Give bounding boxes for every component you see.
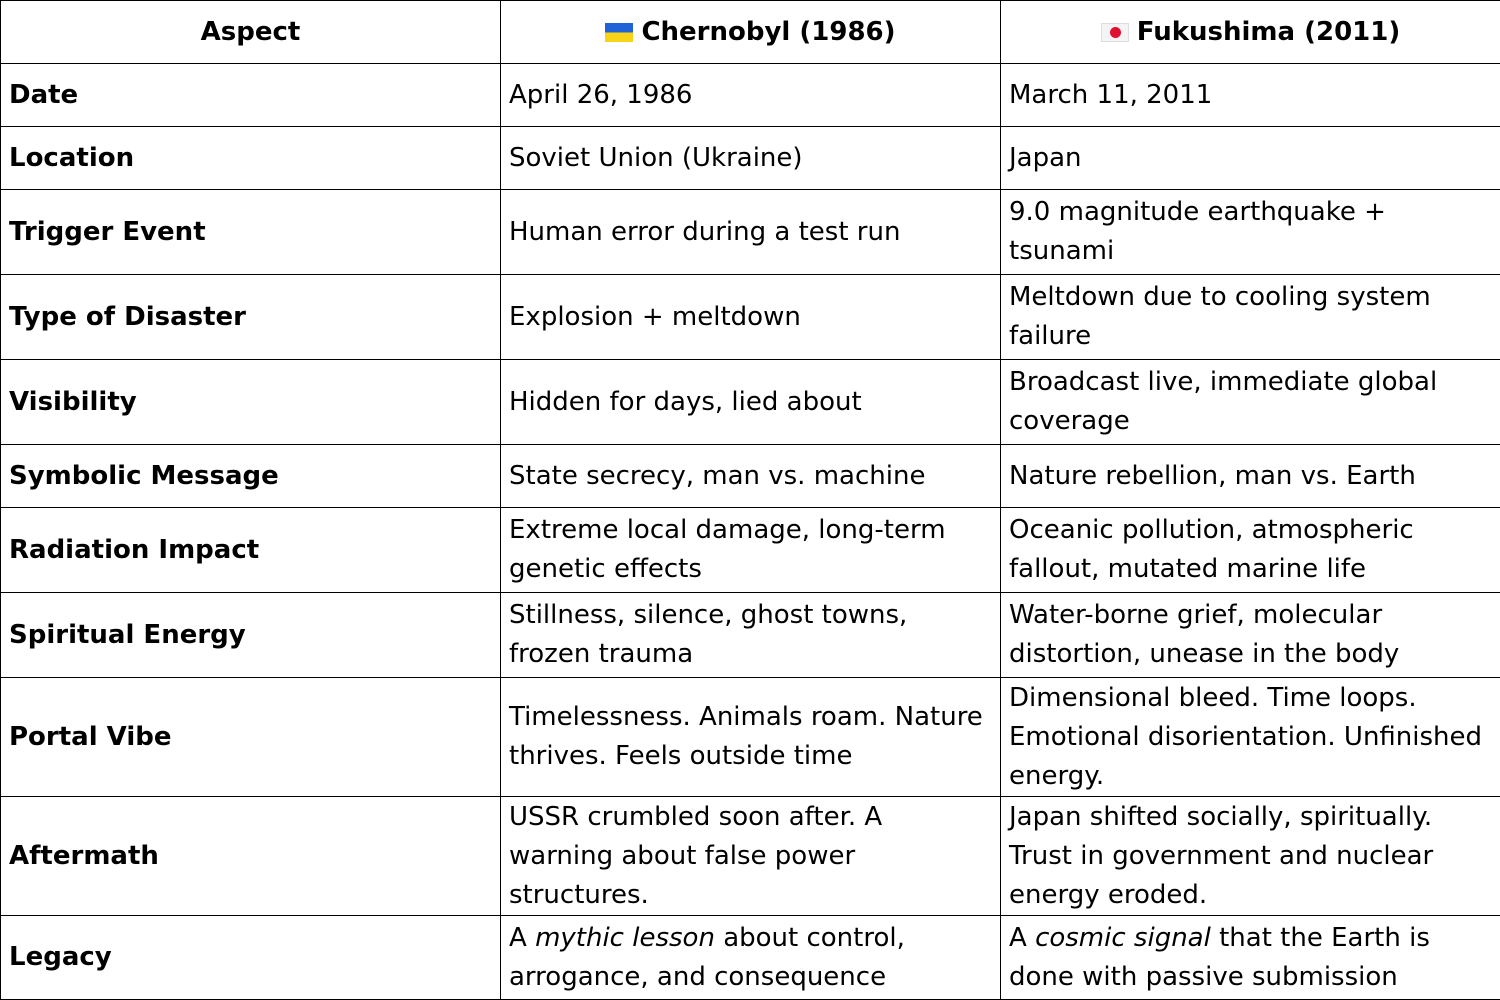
aspect-cell: Location: [1, 127, 501, 190]
aspect-cell: Spiritual Energy: [1, 593, 501, 678]
table-row: [1, 127, 1500, 190]
chernobyl-cell: Soviet Union (Ukraine): [501, 127, 1001, 190]
table-row: [1, 797, 1500, 916]
header-chernobyl-label: Chernobyl (1986): [641, 16, 896, 47]
table-row: [1, 508, 1500, 593]
chernobyl-cell: Extreme local damage, long-term genetic effects: [501, 508, 1001, 593]
chernobyl-cell: Explosion + meltdown: [501, 275, 1001, 360]
aspect-cell: Visibility: [1, 360, 501, 445]
table-row: [1, 445, 1500, 508]
aspect-cell: Legacy: [1, 916, 501, 1000]
table-row: [1, 916, 1500, 1000]
chernobyl-cell: Timelessness. Animals roam. Nature thrives. Feels outside time: [501, 678, 1001, 797]
aspect-cell: Date: [1, 64, 501, 127]
table-row: [1, 190, 1500, 275]
header-fukushima-label: Fukushima (2011): [1136, 16, 1401, 47]
chernobyl-cell: State secrecy, man vs. machine: [501, 445, 1001, 508]
chernobyl-cell: Human error during a test run: [501, 190, 1001, 275]
legacy-fukushima-emphasis: cosmic signal: [1035, 922, 1211, 953]
fukushima-cell: Water-borne grief, molecular distortion, unease in the body: [1001, 593, 1500, 678]
fukushima-cell: [1001, 916, 1500, 1000]
chernobyl-cell: Hidden for days, lied about: [501, 360, 1001, 445]
ukraine-flag-icon: [605, 23, 633, 42]
header-row: [1, 1, 1500, 64]
legacy-chernobyl-emphasis: mythic lesson: [535, 922, 715, 953]
table-row: [1, 678, 1500, 797]
table-row: [1, 64, 1500, 127]
aspect-cell: Radiation Impact: [1, 508, 501, 593]
table-row: [1, 593, 1500, 678]
table-row: [1, 360, 1500, 445]
legacy-chernobyl-pre: A: [509, 922, 536, 953]
legacy-fukushima-post: that the Earth is done with passive submission: [1009, 922, 1430, 992]
aspect-cell: Symbolic Message: [1, 445, 501, 508]
aspect-cell: Type of Disaster: [1, 275, 501, 360]
aspect-cell: Portal Vibe: [1, 678, 501, 797]
fukushima-cell: Japan shifted socially, spiritually. Trust in government and nuclear energy eroded.: [1001, 797, 1500, 916]
table-row: [1, 275, 1500, 360]
aspect-cell: Trigger Event: [1, 190, 501, 275]
header-fukushima: [1001, 1, 1500, 64]
chernobyl-cell: Stillness, silence, ghost towns, frozen trauma: [501, 593, 1001, 678]
fukushima-cell: March 11, 2011: [1001, 64, 1500, 127]
header-chernobyl: [501, 1, 1001, 64]
fukushima-cell: Japan: [1001, 127, 1500, 190]
chernobyl-cell: USSR crumbled soon after. A warning about false power structures.: [501, 797, 1001, 916]
chernobyl-cell: April 26, 1986: [501, 64, 1001, 127]
fukushima-cell: Nature rebellion, man vs. Earth: [1001, 445, 1500, 508]
chernobyl-cell: [501, 916, 1001, 1000]
fukushima-cell: 9.0 magnitude earthquake + tsunami: [1001, 190, 1500, 275]
fukushima-cell: Meltdown due to cooling system failure: [1001, 275, 1500, 360]
fukushima-cell: Oceanic pollution, atmospheric fallout, mutated marine life: [1001, 508, 1500, 593]
legacy-chernobyl-post: about control, arrogance, and consequence: [509, 922, 905, 992]
header-aspect: Aspect: [1, 1, 501, 64]
fukushima-cell: Broadcast live, immediate global coverage: [1001, 360, 1500, 445]
aspect-cell: Aftermath: [1, 797, 501, 916]
fukushima-cell: Dimensional bleed. Time loops. Emotional disorientation. Unfinished energy.: [1001, 678, 1500, 797]
legacy-fukushima-pre: A: [1009, 922, 1036, 953]
japan-flag-icon: [1101, 23, 1129, 42]
